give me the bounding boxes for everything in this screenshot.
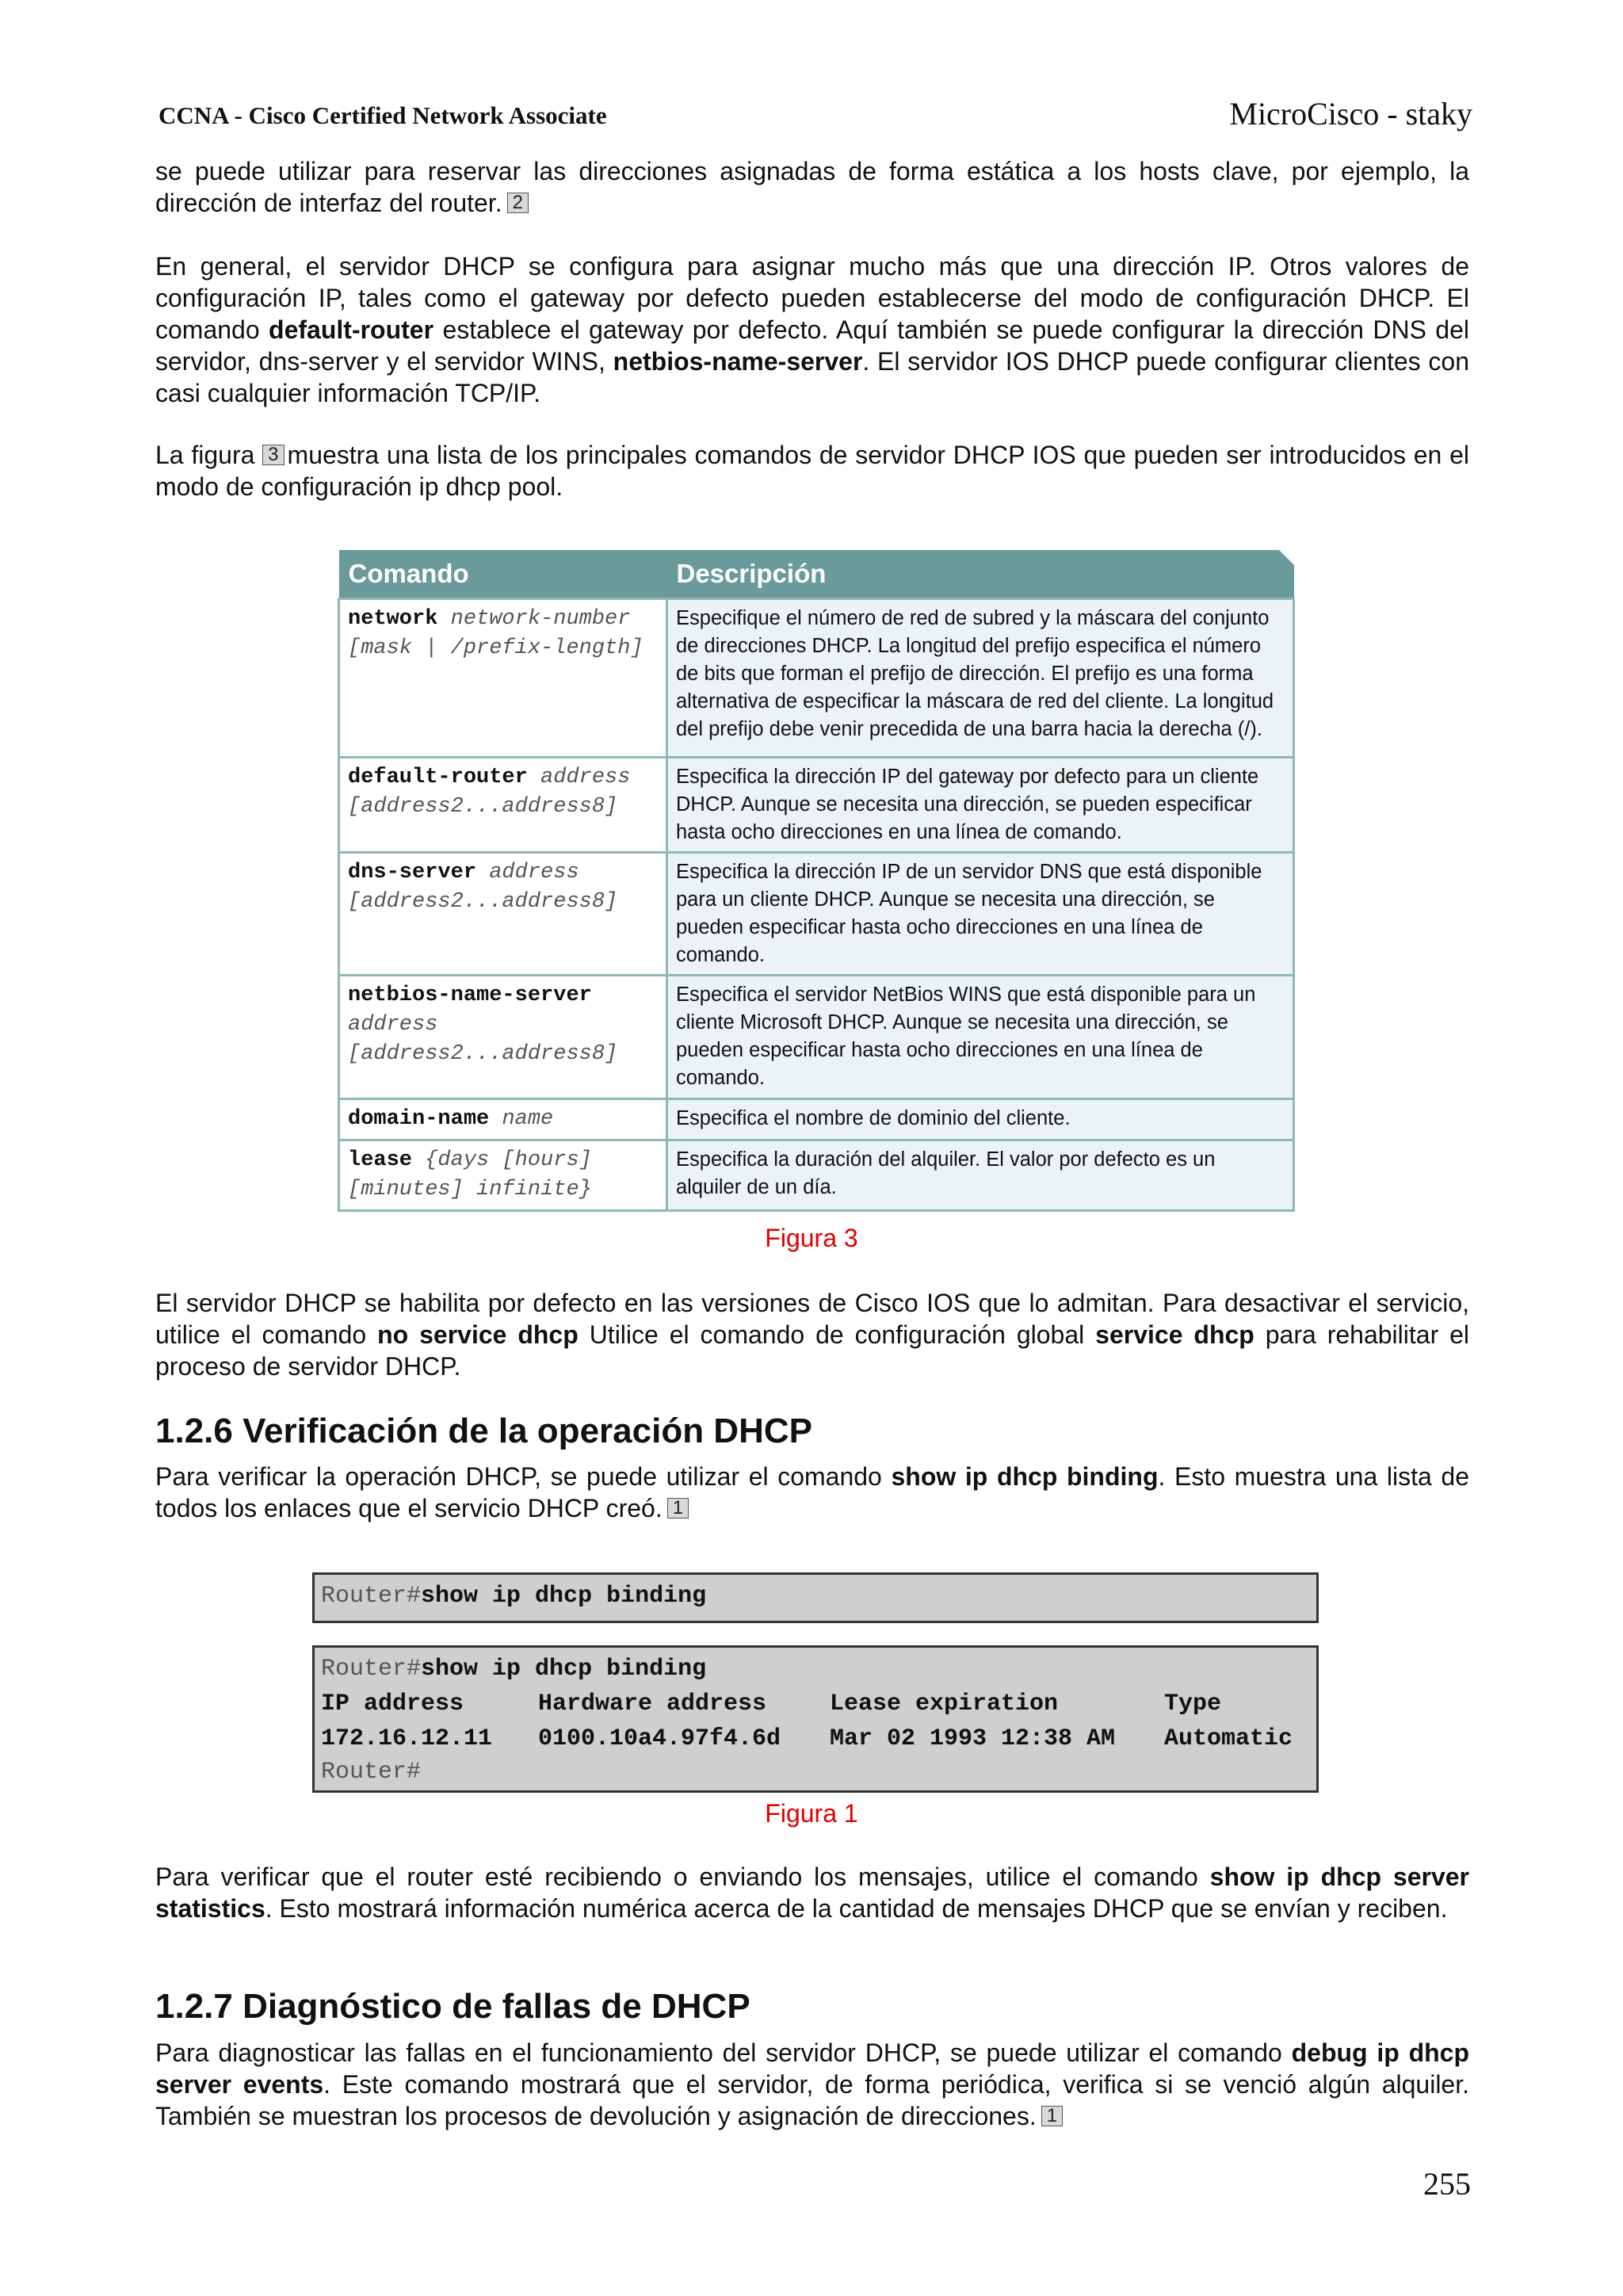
figure-ref-1[interactable]: 1	[667, 1498, 689, 1519]
paragraph-intro: se puede utilizar para reservar las direcciones asignadas de forma estática a los hosts clave, por ejemplo, la dirección de interfaz del router. 2	[155, 157, 1469, 217]
binding-ip: 172.16.12.11	[321, 1725, 493, 1752]
paragraph-debug: Para diagnosticar las fallas en el funcionamiento del servidor DHCP, se puede utilizar el comando debug ip dhcp server events. Este comando mostrará que el servidor, de forma periódica, verifica si se venció algún alquiler. También se muestran los procesos de devolución y asignación de direcciones. 1	[155, 2038, 1470, 2130]
column-ip-address: IP address	[321, 1690, 464, 1717]
table-row: default-router address [address2...address8] Especifica la dirección IP del gateway por defecto para un cliente DHCP. Aunque se necesita una dirección, se pueden especificar hasta ocho direcciones en una línea de comando.	[339, 758, 1294, 853]
section-heading-1-2-6: 1.2.6 Verificación de la operación DHCP	[155, 1412, 812, 1450]
table-header-command: Comando	[339, 550, 667, 599]
figure-ref-3[interactable]: 3	[262, 445, 284, 465]
page-number: 255	[1423, 2166, 1471, 2202]
figure-ref-2[interactable]: 2	[507, 193, 529, 213]
figure3-caption: Figura 3	[765, 1224, 858, 1252]
paragraph-statistics: Para verificar que el router esté recibiendo o enviando los mensajes, utilice el comando show ip dhcp server statistics. Esto mostrará información numérica acerca de la cantidad de mensajes DHCP que se envían y reciben.	[155, 1862, 1470, 1923]
binding-hardware: 0100.10a4.97f4.6d	[538, 1725, 781, 1752]
paragraph-service-dhcp: El servidor DHCP se habilita por defecto en las versiones de Cisco IOS que lo admitan. Para desactivar el servicio, utilice el comando no service dhcp Utilice el comando de configuración global service dhcp para rehabilitar el proceso de servidor DHCP.	[155, 1289, 1470, 1381]
terminal-output-box: Router#show ip dhcp binding IP address Hardware address Lease expiration Type 172.16.12.11 0100.10a4.97f4.6d Mar 02 1993 12:38 AM Automatic Router#	[312, 1645, 1319, 1793]
table-row: dns-server address [address2...address8] Especifica la dirección IP de un servidor DNS que está disponible para un cliente DHCP. Aunque se necesita una dirección, se pueden especificar hasta ocho direcciones en una línea de comando.	[339, 853, 1294, 976]
table-row: network network-number [mask | /prefix-length] Especifique el número de red de subred y la máscara del conjunto de direcciones DHCP. La longitud del prefijo especifica el número de bits que forman el prefijo de dirección. El prefijo es una forma alternativa de especificar la máscara de red del cliente. La longitud del prefijo debe venir precedida de una barra hacia la derecha (/).	[339, 599, 1294, 758]
paragraph-dhcp-config: En general, el servidor DHCP se configura para asignar mucho más que una dirección IP. Otros valores de configuración IP, tales como el gateway por defecto pueden establecerse del modo de configuración DHCP. El comando default-router establece el gateway por defecto. Aquí también se puede configurar la dirección DNS del servidor, dns-server y el servidor WINS, netbios-name-server. El servidor IOS DHCP puede configurar clientes con casi cualquier información TCP/IP.	[155, 252, 1470, 407]
header-title: CCNA - Cisco Certified Network Associate	[158, 101, 607, 129]
paragraph-verification: Para verificar la operación DHCP, se puede utilizar el comando show ip dhcp binding. Esto muestra una lista de todos los enlaces que el servicio DHCP creó. 1	[155, 1462, 1470, 1522]
table-header-description: Descripción	[667, 550, 1294, 599]
terminal-prompt-end: Router#	[321, 1759, 422, 1786]
dhcp-commands-table	[338, 550, 1295, 1212]
column-hardware-address: Hardware address	[538, 1690, 767, 1717]
table-row: domain-name name Especifica el nombre de dominio del cliente.	[339, 1099, 1294, 1140]
paragraph-figure3-intro: La figura 3 muestra una lista de los principales comandos de servidor DHCP IOS que pueden ser introducidos en el modo de configuración ip dhcp pool.	[155, 441, 1470, 501]
binding-lease: Mar 02 1993 12:38 AM	[830, 1725, 1116, 1752]
header-author: MicroCisco - staky	[1229, 96, 1472, 132]
table-row: netbios-name-server address [address2...address8] Especifica el servidor NetBios WINS que está disponible para un cliente Microsoft DHCP. Aunque se necesita una dirección, se pueden especificar hasta ocho direcciones en una línea de comando.	[339, 976, 1294, 1099]
column-lease-expiration: Lease expiration	[830, 1690, 1059, 1717]
terminal-prompt: Router#	[321, 1583, 422, 1610]
terminal-command-box	[312, 1572, 1319, 1623]
section-heading-1-2-7: 1.2.7 Diagnóstico de fallas de DHCP	[155, 1987, 750, 2026]
table-row: lease {days [hours] [minutes] infinite} Especifica la duración del alquiler. El valor por defecto es un alquiler de un día.	[339, 1140, 1294, 1211]
figure1-caption: Figura 1	[765, 1799, 858, 1828]
binding-type: Automatic	[1164, 1725, 1293, 1752]
figure-ref-1-debug[interactable]: 1	[1041, 2106, 1063, 2126]
column-type: Type	[1164, 1690, 1222, 1717]
terminal-command: show ip dhcp binding	[421, 1583, 707, 1610]
table-corner-notch	[1279, 550, 1295, 566]
